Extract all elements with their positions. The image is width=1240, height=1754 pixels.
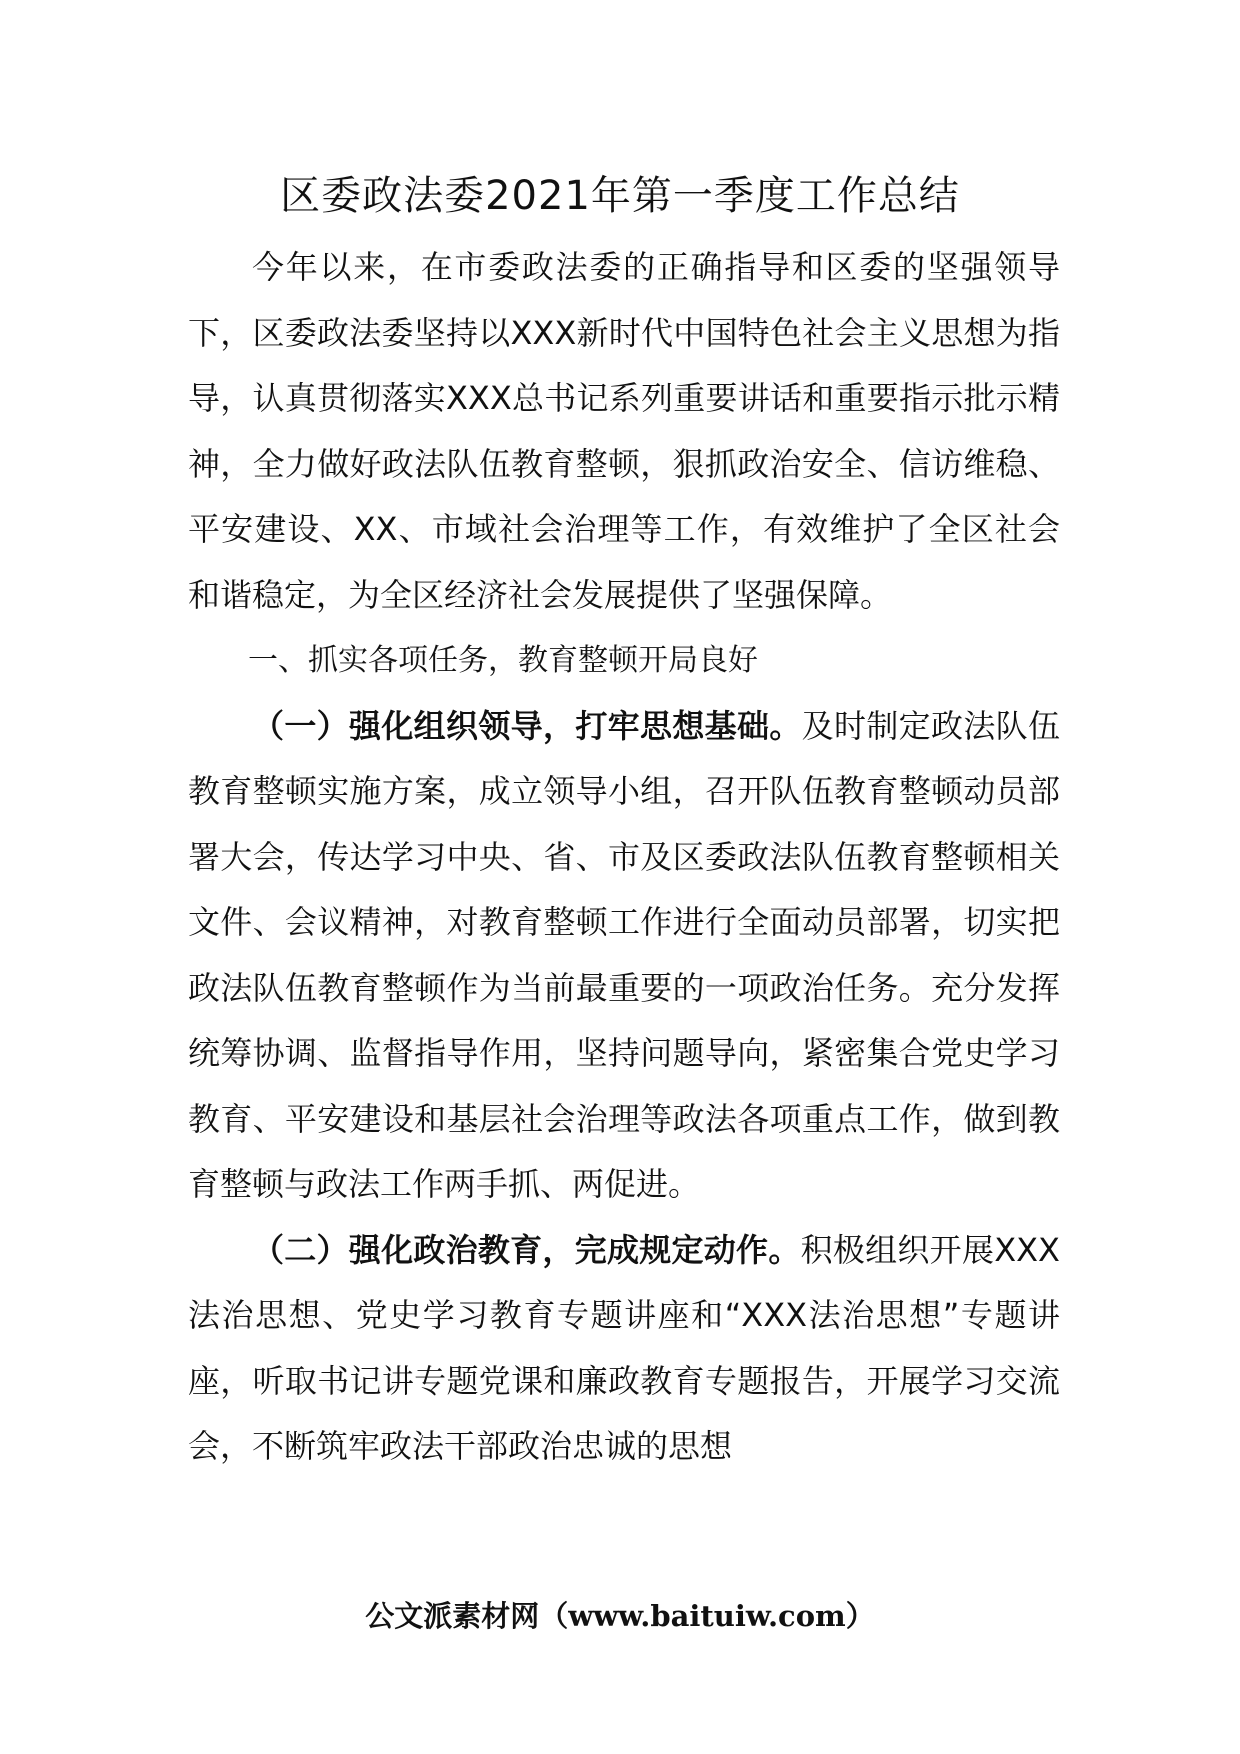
section-item-1-lead: （一）强化组织领导，打牢思想基础。 <box>252 706 802 745</box>
section-item-1 <box>188 694 1060 1218</box>
section-item-2-text: 积极组织开展XXX法治思想、党史学习教育专题讲座和“XXX法治思想”专题讲座，听取书记讲专题党课和廉政教育专题报告，开展学习交流会，不断筑牢政法干部政治忠诚的思想 <box>188 1230 1060 1465</box>
document-body <box>188 235 1060 1480</box>
intro-paragraph: 今年以来，在市委政法委的正确指导和区委的坚强领导下，区委政法委坚持以XXX新时代中国特色社会主义思想为指导，认真贯彻落实XXX总书记系列重要讲话和重要指示批示精神，全力做好政法队伍教育整顿，狠抓政治安全、信访维稳、平安建设、XX、市域社会治理等工作，有效维护了全区社会和谐稳定，为全区经济社会发展提供了坚强保障。 <box>188 248 1060 614</box>
section-item-2-lead: （二）强化政治教育，完成规定动作。 <box>252 1230 801 1269</box>
section-item-2 <box>188 1218 1060 1480</box>
document-title: 区委政法委2021年第一季度工作总结 <box>280 173 960 219</box>
section-heading-1: 一、抓实各项任务，教育整顿开局良好 <box>248 643 758 678</box>
footer-watermark: 公文派素材网（www.baituiw.com） <box>365 1599 875 1633</box>
section-item-1-text: 及时制定政法队伍教育整顿实施方案，成立领导小组，召开队伍教育整顿动员部署大会，传达学习中央、省、市及区委政法队伍教育整顿相关文件、会议精神，对教育整顿工作进行全面动员部署，切实把政法队伍教育整顿作为当前最重要的一项政治任务。充分发挥统筹协调、监督指导作用，坚持问题导向，紧密集合党史学习教育、平安建设和基层社会治理等政法各项重点工作，做到教育整顿与政法工作两手抓、两促进。 <box>188 706 1060 1203</box>
